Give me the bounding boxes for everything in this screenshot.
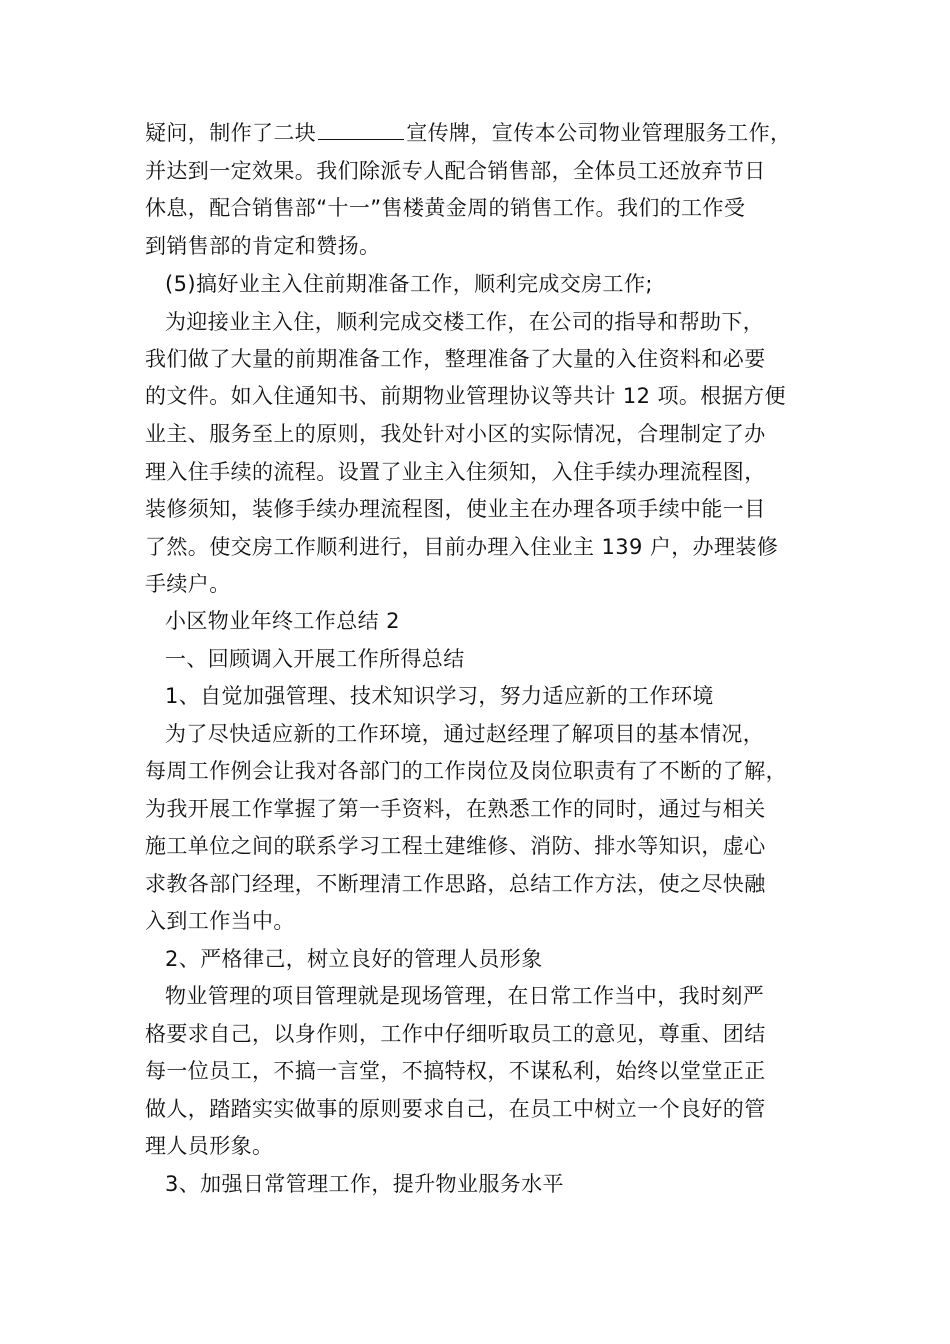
paragraph-line: 理人员形象。 (145, 1134, 274, 1158)
paragraph-line: 为我开展工作掌握了第一手资料，在熟悉工作的同时，通过与相关 (145, 797, 766, 821)
paragraph-line: 物业管理的项目管理就是现场管理，在日常工作当中，我时刻严 (165, 984, 765, 1008)
paragraph-line: 并达到一定效果。我们除派专人配合销售部，全体员工还放弃节日 (145, 159, 766, 183)
paragraph-line: 的文件。如入住通知书、前期物业管理协议等共计 12 项。根据方便 (145, 384, 786, 408)
text-segment: 疑问，制作了二块 (145, 121, 317, 145)
paragraph-line: 装修须知，装修手续办理流程图，使业主在办理各项手续中能一目 (145, 497, 766, 521)
subsection-heading: 1、自觉加强管理、技术知识学习，努力适应新的工作环境 (165, 684, 714, 708)
paragraph-line: 求教各部门经理，不断理清工作思路，总结工作方法，使之尽快融 (145, 872, 766, 896)
paragraph-line: 施工单位之间的联系学习工程土建维修、消防、排水等知识，虚心 (145, 834, 766, 858)
paragraph-line: 了然。使交房工作顺利进行，目前办理入住业主 139 户，办理装修 (145, 535, 779, 559)
paragraph-line: 我们做了大量的前期准备工作，整理准备了大量的入住资料和必要 (145, 347, 766, 371)
paragraph-line: 做人，踏踏实实做事的原则要求自己，在员工中树立一个良好的管 (145, 1097, 766, 1121)
paragraph-line: 休息，配合销售部“十一”售楼黄金周的销售工作。我们的工作受 (145, 196, 746, 220)
paragraph-line: 每周工作例会让我对各部门的工作岗位及岗位职责有了不断的了解， (145, 759, 787, 783)
paragraph-line (145, 118, 845, 148)
paragraph-line: 入到工作当中。 (145, 909, 295, 933)
paragraph-line: 格要求自己，以身作则，工作中仔细听取员工的意见，尊重、团结 (145, 1022, 766, 1046)
paragraph-line: 为迎接业主入住，顺利完成交楼工作，在公司的指导和帮助下， (165, 310, 765, 334)
paragraph-line: 每一位员工，不搞一言堂，不搞特权，不谋私利，始终以堂堂正正 (145, 1059, 766, 1083)
paragraph-line: 到销售部的肯定和赞扬。 (145, 234, 381, 258)
subsection-heading: 2、严格律己，树立良好的管理人员形象 (165, 947, 543, 971)
fill-in-blank (318, 119, 404, 140)
subsection-heading: 3、加强日常管理工作，提升物业服务水平 (165, 1172, 564, 1196)
paragraph-line: 理入住手续的流程。设置了业主入住须知，入住手续办理流程图， (145, 460, 766, 484)
item-heading: (5)搞好业主入住前期准备工作，顺利完成交房工作; (165, 272, 653, 296)
text-segment: 宣传牌，宣传本公司物业管理服务工作， (406, 121, 792, 145)
paragraph-line: 业主、服务至上的原则，我处针对小区的实际情况，合理制定了办 (145, 422, 766, 446)
paragraph-line: 手续户。 (145, 572, 231, 596)
section-title: 小区物业年终工作总结 2 (165, 609, 400, 633)
paragraph-line: 为了尽快适应新的工作环境，通过赵经理了解项目的基本情况， (165, 722, 765, 746)
section-heading: 一、回顾调入开展工作所得总结 (165, 647, 465, 671)
